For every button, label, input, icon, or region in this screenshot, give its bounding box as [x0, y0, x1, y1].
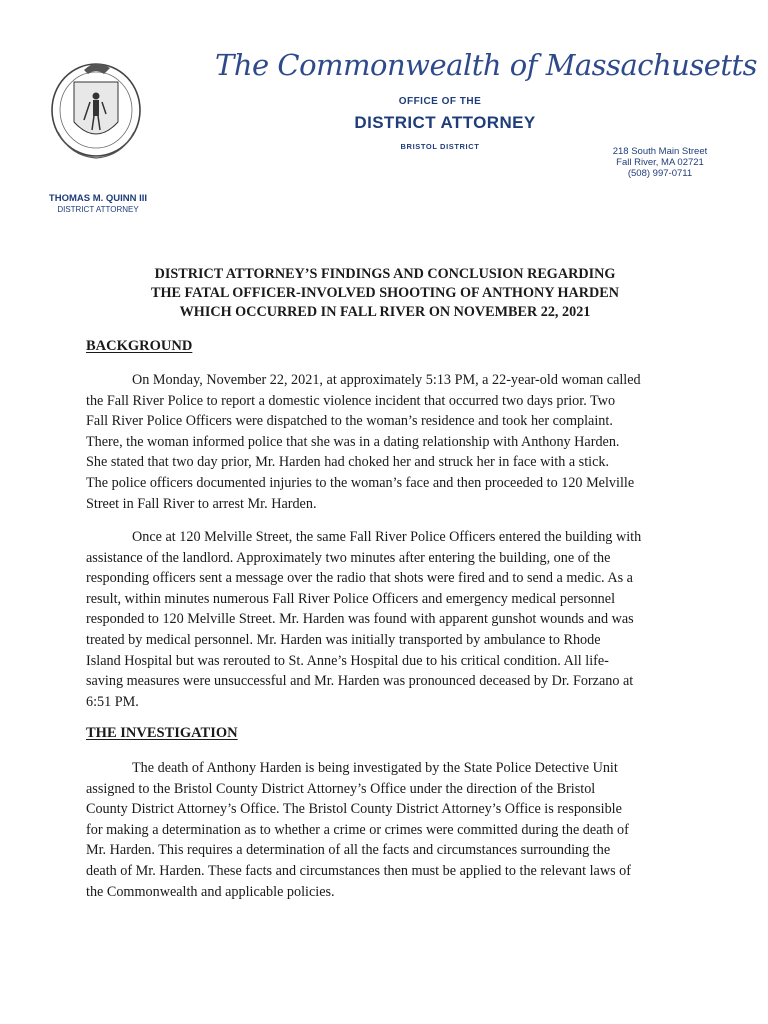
text-line: result, within minutes numerous Fall River Police Officers and emergency medical personnel	[86, 590, 616, 607]
district-attorney-signature-block	[30, 193, 166, 214]
address-phone: (508) 997-0711	[627, 168, 693, 179]
background-paragraph-2	[86, 527, 686, 712]
text-line: responding officers sent a message over the radio that shots were fired and to send a medic. As a	[86, 570, 633, 587]
title-line: DISTRICT ATTORNEY’S FINDINGS AND CONCLUSION REGARDING	[154, 266, 616, 282]
text-line: saving measures were unsuccessful and Mr. Harden was pronounced deceased by Dr. Forzano at	[86, 673, 634, 690]
text-line: The death of Anthony Harden is being investigated by the State Police Detective Unit	[132, 760, 618, 776]
title-line: WHICH OCCURRED IN FALL RIVER ON NOVEMBER 22, 2021	[179, 304, 591, 320]
text-line: 6:51 PM.	[86, 693, 139, 710]
office-of-label: OFFICE OF THE	[398, 96, 482, 107]
address-city: Fall River, MA 02721	[616, 157, 704, 168]
address-street: 218 South Main Street	[612, 146, 708, 157]
text-line: Mr. Harden. This requires a determination of all the facts and circumstances surrounding the	[86, 842, 611, 859]
office-address	[590, 146, 730, 179]
investigation-paragraph-1	[86, 758, 686, 902]
text-line: assigned to the Bristol County District Attorney’s Office under the direction of the Bristol	[86, 780, 596, 797]
title-line: THE FATAL OFFICER-INVOLVED SHOOTING OF ANTHONY HARDEN	[151, 285, 619, 301]
text-line: There, the woman informed police that she was in a dating relationship with Anthony Harden.	[86, 433, 620, 450]
text-line: assistance of the landlord. Approximately two minutes after entering the building, one of the	[86, 549, 611, 566]
text-line: Fall River Police Officers were dispatched to the woman’s residence and took her complaint.	[86, 413, 613, 430]
text-line: Island Hospital but was rerouted to St. Anne’s Hospital due to his critical condition. All life-	[86, 652, 609, 669]
da-role: DISTRICT ATTORNEY	[57, 205, 139, 214]
text-line: She stated that two day prior, Mr. Harden had choked her and struck her in face with a stick.	[86, 454, 610, 471]
text-line: County District Attorney’s Office. The Bristol County District Attorney’s Office is responsible	[86, 801, 622, 818]
massachusetts-seal-icon	[44, 52, 148, 162]
background-heading: BACKGROUND	[86, 338, 193, 354]
text-line: for making a determination as to whether a crime or crimes were committed during the death of	[86, 821, 629, 838]
text-line: Street in Fall River to arrest Mr. Harden.	[86, 495, 317, 512]
text-line: death of Mr. Harden. These facts and circumstances then must be applied to the relevant laws of	[86, 862, 631, 879]
commonwealth-script-title: The Commonwealth of Massachusetts	[215, 48, 758, 82]
text-line: the Fall River Police to report a domestic violence incident that occurred two days prior. Two	[86, 392, 616, 409]
text-line: On Monday, November 22, 2021, at approximately 5:13 PM, a 22-year-old woman called	[132, 372, 641, 388]
investigation-heading: THE INVESTIGATION	[86, 725, 238, 741]
text-line: responded to 120 Melville Street. Mr. Harden was found with apparent gunshot wounds and was	[86, 611, 634, 628]
district-attorney-title: DISTRICT ATTORNEY	[354, 113, 536, 132]
district-label: BRISTOL DISTRICT	[400, 142, 480, 151]
da-name: THOMAS M. QUINN III	[48, 193, 148, 204]
document-title	[90, 265, 680, 322]
text-line: Once at 120 Melville Street, the same Fall River Police Officers entered the building with	[132, 529, 642, 545]
text-line: The police officers documented injuries to the woman’s face and then proceeded to 120 Melville	[86, 474, 635, 491]
background-paragraph-1	[86, 370, 686, 514]
text-line: the Commonwealth and applicable policies.	[86, 883, 335, 900]
text-line: treated by medical personnel. Mr. Harden was initially transported by ambulance to Rhode	[86, 631, 601, 648]
